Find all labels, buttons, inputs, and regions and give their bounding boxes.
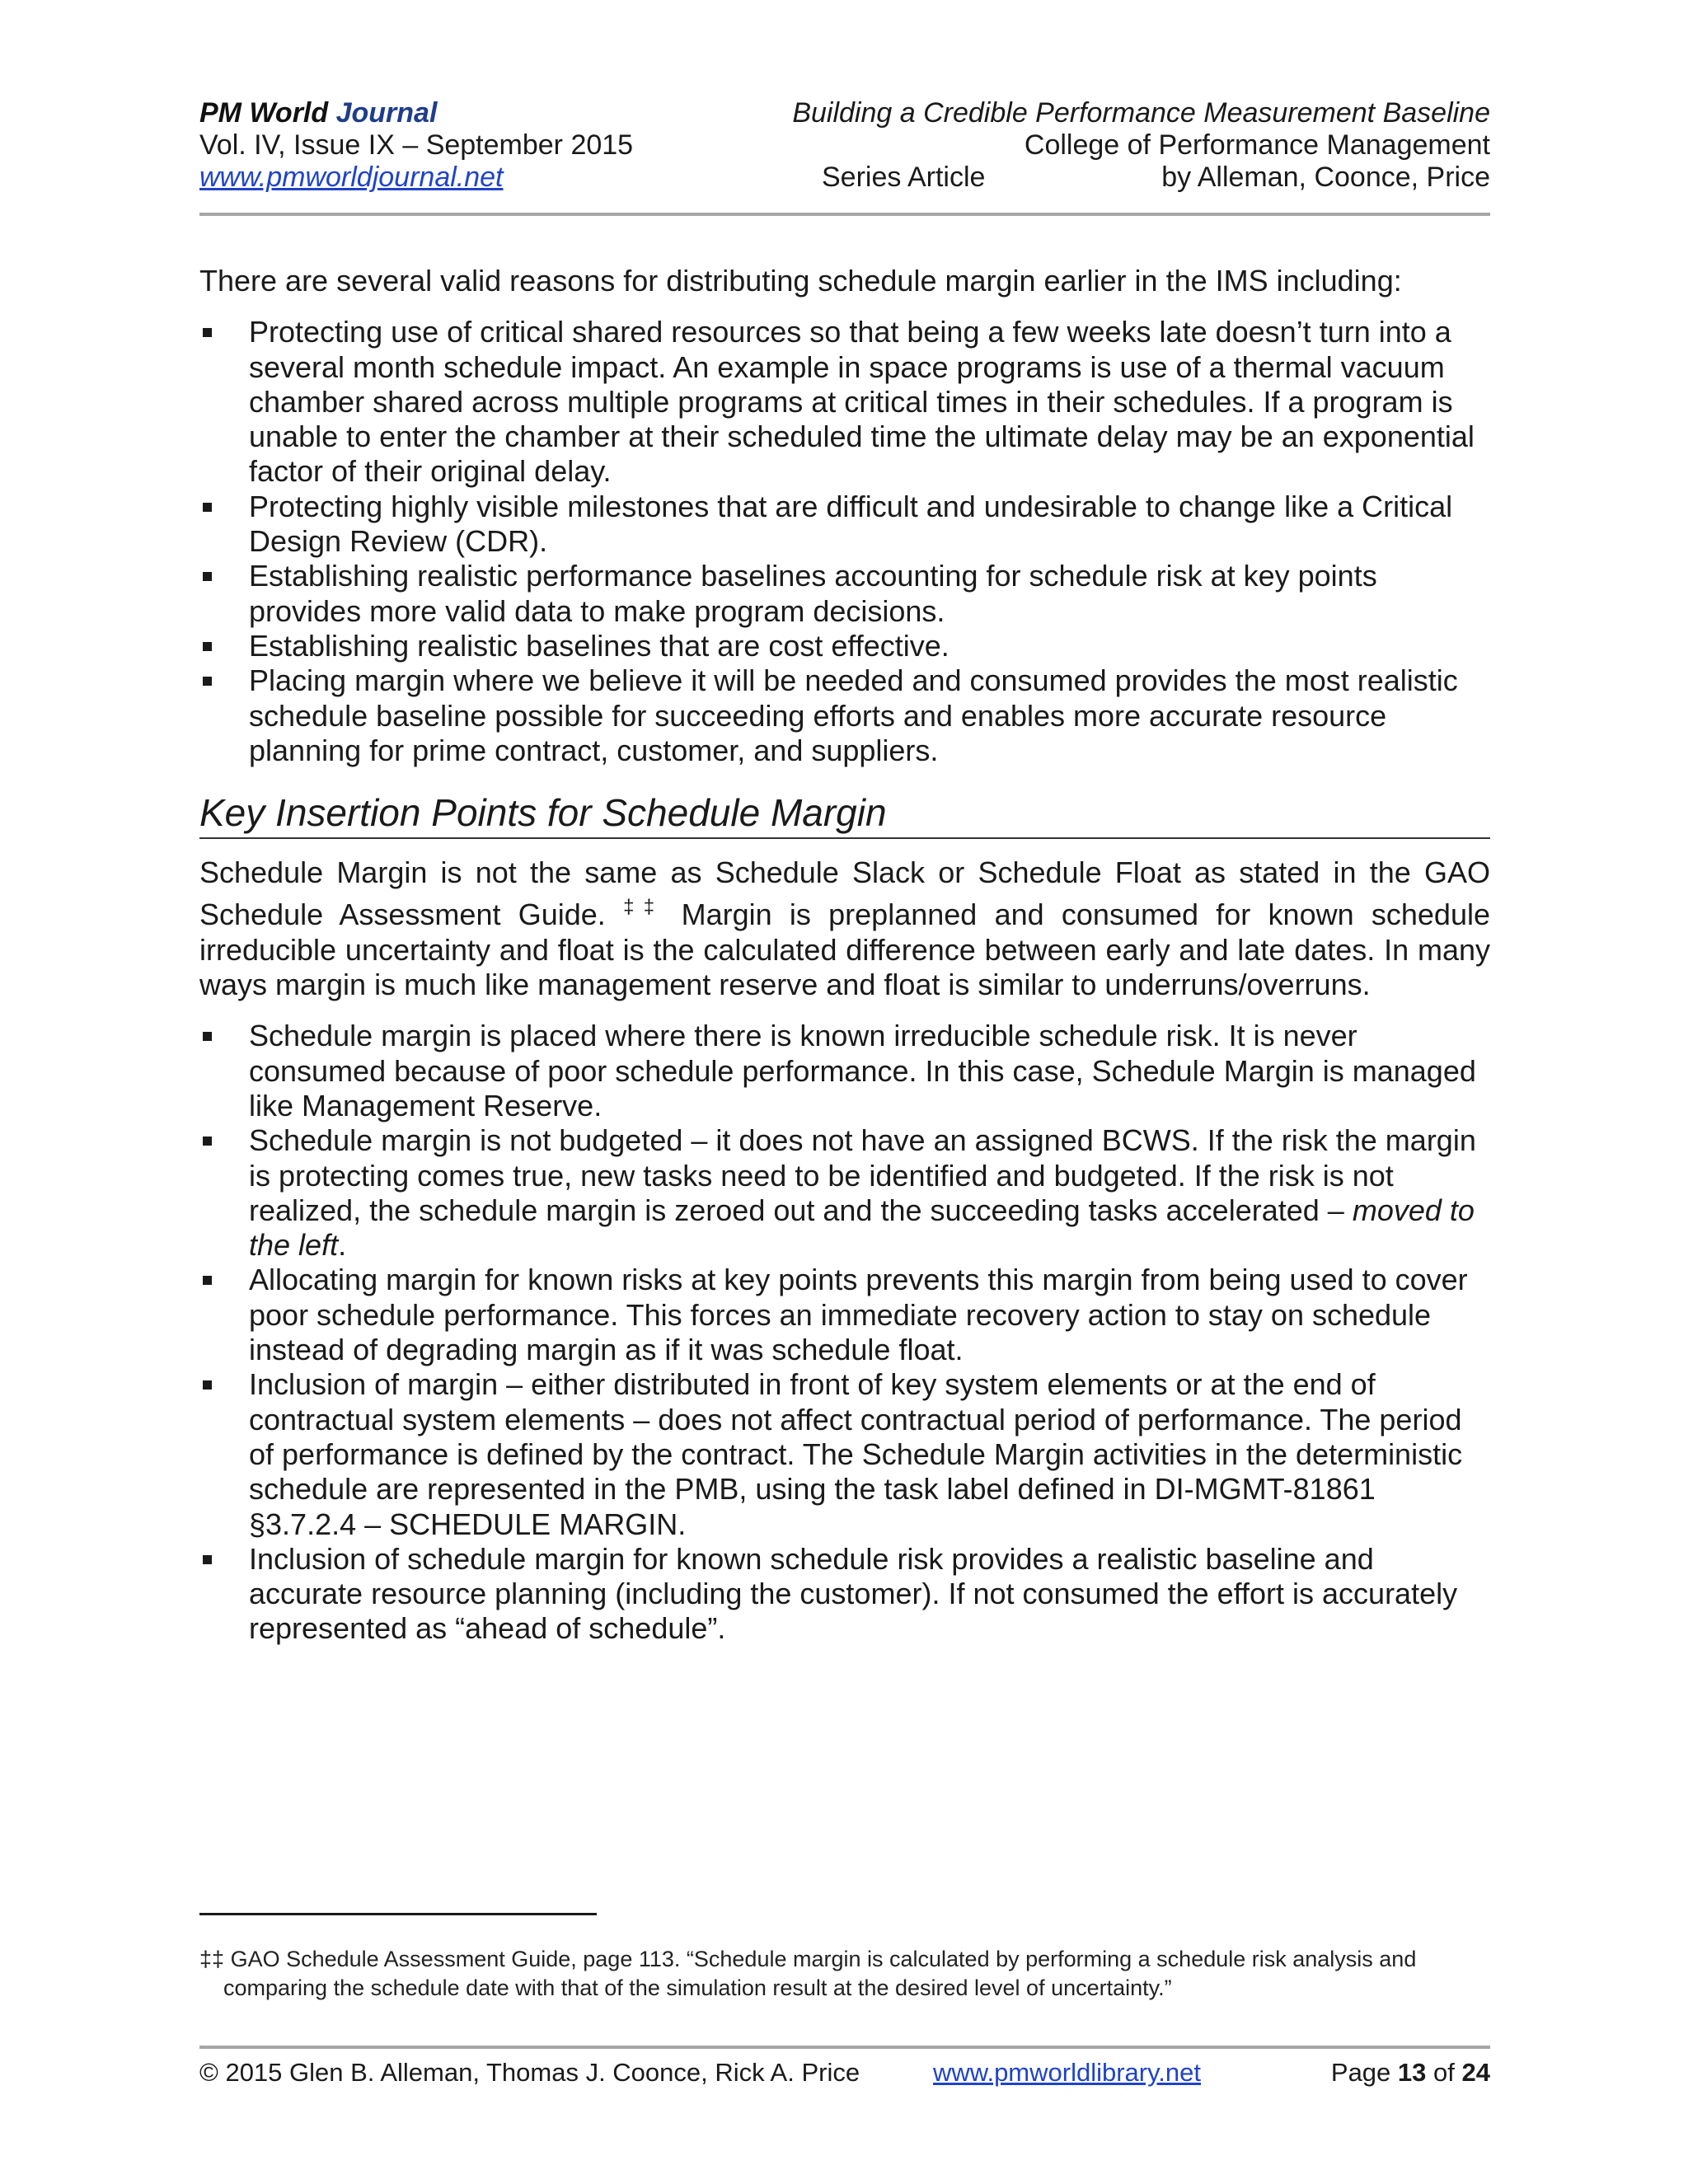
library-link-wrap: [933, 2055, 1201, 2090]
list-item: Protecting use of critical shared resources so that being a few weeks late doesn’t turn into a several month schedule impact. An example in space programs is use of a thermal vacuum chamber shared across multiple programs at critical times in their schedules. If a program is unable to enter the chamber at their scheduled time the ultimate delay may be an exponential factor of their original delay.: [199, 315, 1490, 489]
footnote-reference[interactable]: ‡‡: [623, 896, 664, 919]
insertion-points-list: [199, 1019, 1490, 1646]
page-footer: [199, 2055, 1490, 2090]
list-item: Allocating margin for known risks at key points prevents this margin from being used to cover poor schedule performance. This forces an immediate recovery action to stay on schedule instead of degrading margin as if it was schedule float.: [199, 1263, 1490, 1367]
copyright: © 2015 Glen B. Alleman, Thomas J. Coonce, Rick A. Price: [199, 2058, 860, 2087]
section-paragraph: [199, 855, 1490, 1002]
paragraph-text: Margin is preplanned and consumed for known schedule irreducible uncertainty and float is the calculated difference between early and late dates. In many ways margin is much like management reserve and float is similar to underruns/overruns.: [199, 898, 1490, 1002]
library-website-link[interactable]: www.pmworldlibrary.net: [933, 2058, 1202, 2087]
article-title: Building a Credible Performance Measurement Baseline: [792, 97, 1490, 129]
footnote-divider: [199, 1913, 597, 1915]
journal-title: [199, 97, 437, 129]
list-item: Schedule margin is placed where there is known irreducible schedule risk. It is never consumed because of poor schedule performance. In this case, Schedule Margin is managed like Management Reserve.: [199, 1019, 1490, 1123]
current-page: 13: [1397, 2058, 1427, 2087]
header-divider: [199, 213, 1490, 216]
reasons-list: [199, 315, 1490, 768]
paragraph-text: Schedule Margin is not the same as Schedule Slack or Schedule Float as stated in the GAO Schedule Assessment Guide.: [199, 855, 1490, 932]
list-item: Inclusion of margin – either distributed in front of key system elements or at the end of contractual system elements – does not affect contractual period of performance. The period of performance is defined by the contract. The Schedule Margin activities in the deterministic schedule are represented in the PMB, using the task label defined in DI-MGMT-81861 §3.7.2.4 – SCHEDULE MARGIN.: [199, 1367, 1490, 1541]
journal-title-pm: PM World: [199, 97, 329, 129]
footnote-text-line2: comparing the schedule date with that of the simulation result at the desired level of uncertainty.”: [223, 1975, 1172, 2000]
article-body: [199, 264, 1490, 1647]
total-pages: 24: [1461, 2058, 1490, 2087]
list-item: Inclusion of schedule margin for known schedule risk provides a realistic baseline and accurate resource planning (including the customer). If not consumed the effort is accurately represented as “ahead of schedule”.: [199, 1542, 1490, 1647]
journal-website-link[interactable]: www.pmworldjournal.net: [199, 162, 504, 193]
intro-paragraph: There are several valid reasons for distributing schedule margin earlier in the IMS including:: [199, 264, 1402, 298]
series-label: Series Article: [822, 162, 986, 193]
list-item: Protecting highly visible milestones that are difficult and undesirable to change like a Critical Design Review (CDR).: [199, 490, 1490, 560]
footer-divider: [199, 2046, 1490, 2049]
section-heading: Key Insertion Points for Schedule Margin: [199, 790, 1490, 839]
footnote: [199, 1945, 1490, 2003]
list-item: Establishing realistic performance baselines accounting for schedule risk at key points provides more valid data to make program decisions.: [199, 559, 1490, 629]
volume-issue: Vol. IV, Issue IX – September 2015: [199, 129, 634, 161]
list-item-text: Schedule margin is not budgeted – it does not have an assigned BCWS. If the risk the margin is protecting comes true, new tasks need to be identified and budgeted. If the risk is not realized, the schedule margin is zeroed out and the succeeding tasks accelerated –: [249, 1123, 1476, 1227]
footnote-mark: ‡‡: [199, 1947, 225, 1971]
organization: College of Performance Management: [1024, 129, 1490, 161]
of-label: of: [1433, 2058, 1455, 2087]
journal-title-name: Journal: [335, 97, 438, 129]
footnote-text-line1: GAO Schedule Assessment Guide, page 113. “Schedule margin is calculated by performing a schedule risk analysis and: [230, 1947, 1417, 1971]
list-item: Establishing realistic baselines that are cost effective.: [199, 629, 1490, 663]
authors: by Alleman, Coonce, Price: [1161, 162, 1490, 193]
page-label: Page: [1330, 2058, 1391, 2087]
list-item: Placing margin where we believe it will be needed and consumed provides the most realistic schedule baseline possible for succeeding efforts and enables more accurate resource planning for prime contract, customer, and suppliers.: [199, 663, 1490, 768]
list-item-text: .: [338, 1228, 347, 1263]
page-header: [199, 97, 1490, 194]
list-item-emphasis: moved to the left: [249, 1193, 1475, 1263]
list-item: [199, 1123, 1490, 1263]
page-number: [1331, 2055, 1490, 2090]
